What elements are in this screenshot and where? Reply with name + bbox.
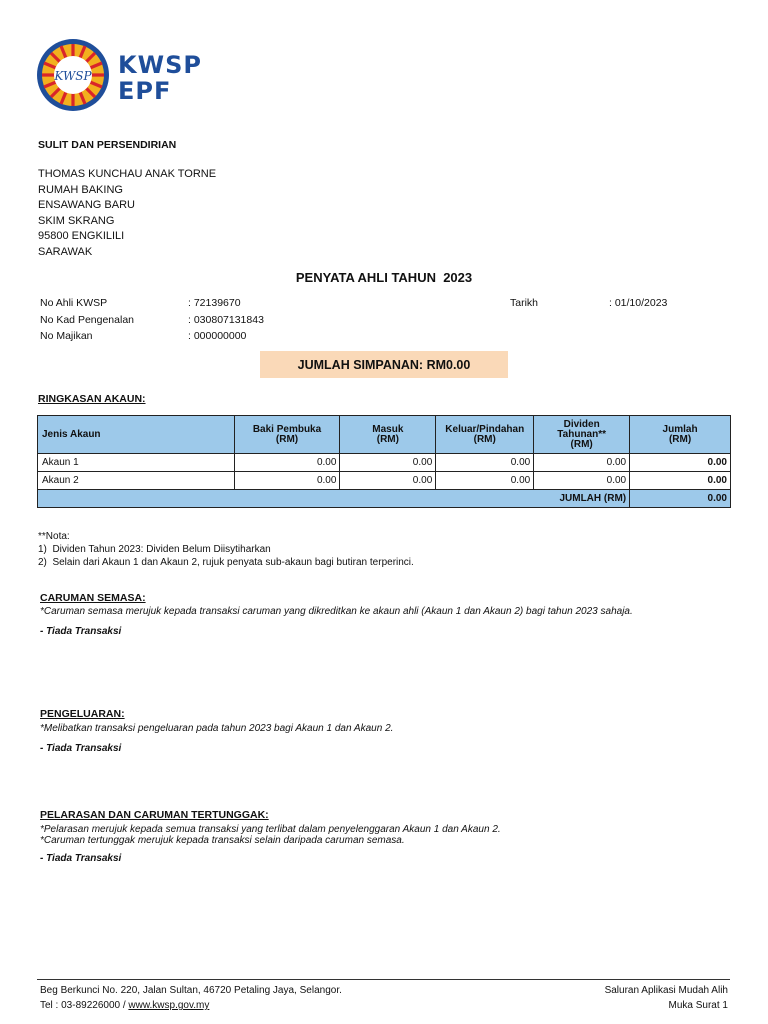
out-amount: 0.00 — [436, 472, 534, 490]
date-label: Tarikh — [510, 297, 539, 309]
footer-left — [40, 983, 342, 1013]
opening-balance: 0.00 — [234, 472, 340, 490]
total-savings-banner: JUMLAH SIMPANAN: RM0.00 — [260, 351, 508, 378]
reconciliation-none: - Tiada Transaksi — [40, 853, 122, 864]
footer-channel: Saluran Aplikasi Mudah Alih — [604, 985, 728, 996]
statement-title: PENYATA AHLI TAHUN 2023 — [295, 270, 473, 285]
withdrawal-none: - Tiada Transaksi — [40, 743, 122, 754]
website-link[interactable]: www.kwsp.gov.my — [128, 1000, 210, 1011]
row-total: 0.00 — [630, 454, 731, 472]
account-summary-heading: RINGKASAN AKAUN: — [38, 393, 146, 405]
col-dividend: Dividen Tahunan** (RM) — [534, 416, 630, 454]
col-total: Jumlah (RM) — [630, 416, 731, 454]
confidential-label: SULIT DAN PERSENDIRIAN — [38, 139, 177, 151]
notes-title: **Nota: — [38, 531, 70, 542]
reconciliation-heading: PELARASAN DAN CARUMAN TERTUNGGAK: — [40, 809, 269, 821]
withdrawal-heading: PENGELUARAN: — [40, 708, 125, 720]
address-line: SKIM SKRANG — [38, 214, 115, 227]
member-address — [38, 167, 216, 261]
reconciliation-note-1: *Pelarasan merujuk kepada semua transaksi yang terlibat dalam penyelenggaran Akaun 1 dan Akaun 2. — [40, 824, 501, 835]
dividend-amount: 0.00 — [534, 454, 630, 472]
col-out: Keluar/Pindahan (RM) — [436, 416, 534, 454]
current-contribution-note: *Caruman semasa merujuk kepada transaksi caruman yang dikreditkan ke akaun ahli (Akaun 1 dan Akaun 2) bagi tahun 2023 sahaja. — [40, 606, 633, 617]
account-name: Akaun 1 — [38, 454, 235, 472]
withdrawal-note: *Melibatkan transaksi pengeluaran pada tahun 2023 bagi Akaun 1 dan Akaun 2. — [40, 723, 394, 734]
dividend-amount: 0.00 — [534, 472, 630, 490]
footer-contact — [40, 998, 342, 1013]
footer-tel: Tel : 03-89226000 / — [40, 1000, 126, 1011]
kwsp-emblem-icon — [36, 38, 110, 112]
address-line: RUMAH BAKING — [38, 183, 123, 196]
note-item: 1) Dividen Tahun 2023: Dividen Belum Diisytiharkan — [38, 544, 271, 555]
account-name: Akaun 2 — [38, 472, 235, 490]
logo-text-bottom: EPF — [118, 77, 172, 105]
out-amount: 0.00 — [436, 454, 534, 472]
date-value: : 01/10/2023 — [609, 297, 668, 309]
member-no-value: : 72139670 — [188, 297, 241, 309]
kwsp-logo — [36, 38, 202, 118]
page-number: Muka Surat 1 — [668, 1000, 728, 1011]
account-summary-table — [37, 415, 731, 508]
in-amount: 0.00 — [340, 454, 436, 472]
col-account-type: Jenis Akaun — [38, 416, 235, 454]
footer-address: Beg Berkunci No. 220, Jalan Sultan, 46720 Petaling Jaya, Selangor. — [40, 985, 342, 996]
table-sum-row — [38, 490, 731, 508]
address-line: ENSAWANG BARU — [38, 199, 135, 212]
current-contribution-heading: CARUMAN SEMASA: — [40, 592, 146, 604]
footer-divider — [37, 979, 730, 980]
note-item: 2) Selain dari Akaun 1 dan Akaun 2, rujuk penyata sub-akaun bagi butiran terperinci. — [38, 557, 414, 568]
member-no-label: No Ahli KWSP — [40, 297, 108, 309]
ic-no-label: No Kad Pengenalan — [40, 313, 134, 326]
sum-label: JUMLAH (RM) — [38, 490, 630, 508]
reconciliation-note-2: *Caruman tertunggak merujuk kepada transaksi selain daripada caruman semasa. — [40, 835, 405, 846]
address-line: THOMAS KUNCHAU ANAK TORNE — [38, 168, 217, 180]
col-opening-balance: Baki Pembuka (RM) — [234, 416, 340, 454]
in-amount: 0.00 — [340, 472, 436, 490]
footer-right — [605, 983, 728, 1013]
opening-balance: 0.00 — [234, 454, 340, 472]
sum-value: 0.00 — [630, 490, 731, 508]
employer-no-value: : 000000000 — [188, 330, 247, 342]
col-in: Masuk (RM) — [340, 416, 436, 454]
logo-text-top: KWSP — [118, 51, 202, 79]
info-values — [188, 295, 264, 345]
notes — [38, 530, 414, 569]
ic-no-value: : 030807131843 — [188, 313, 264, 326]
address-line: SARAWAK — [38, 245, 93, 258]
address-line: 95800 ENGKILILI — [38, 230, 125, 243]
emblem-text: KWSP — [54, 69, 92, 83]
table-header-row — [38, 416, 731, 454]
row-total: 0.00 — [630, 472, 731, 490]
current-contribution-none: - Tiada Transaksi — [40, 626, 122, 637]
employer-no-label: No Majikan — [40, 330, 93, 342]
table-row — [38, 454, 731, 472]
table-row — [38, 472, 731, 490]
info-labels — [40, 295, 134, 345]
